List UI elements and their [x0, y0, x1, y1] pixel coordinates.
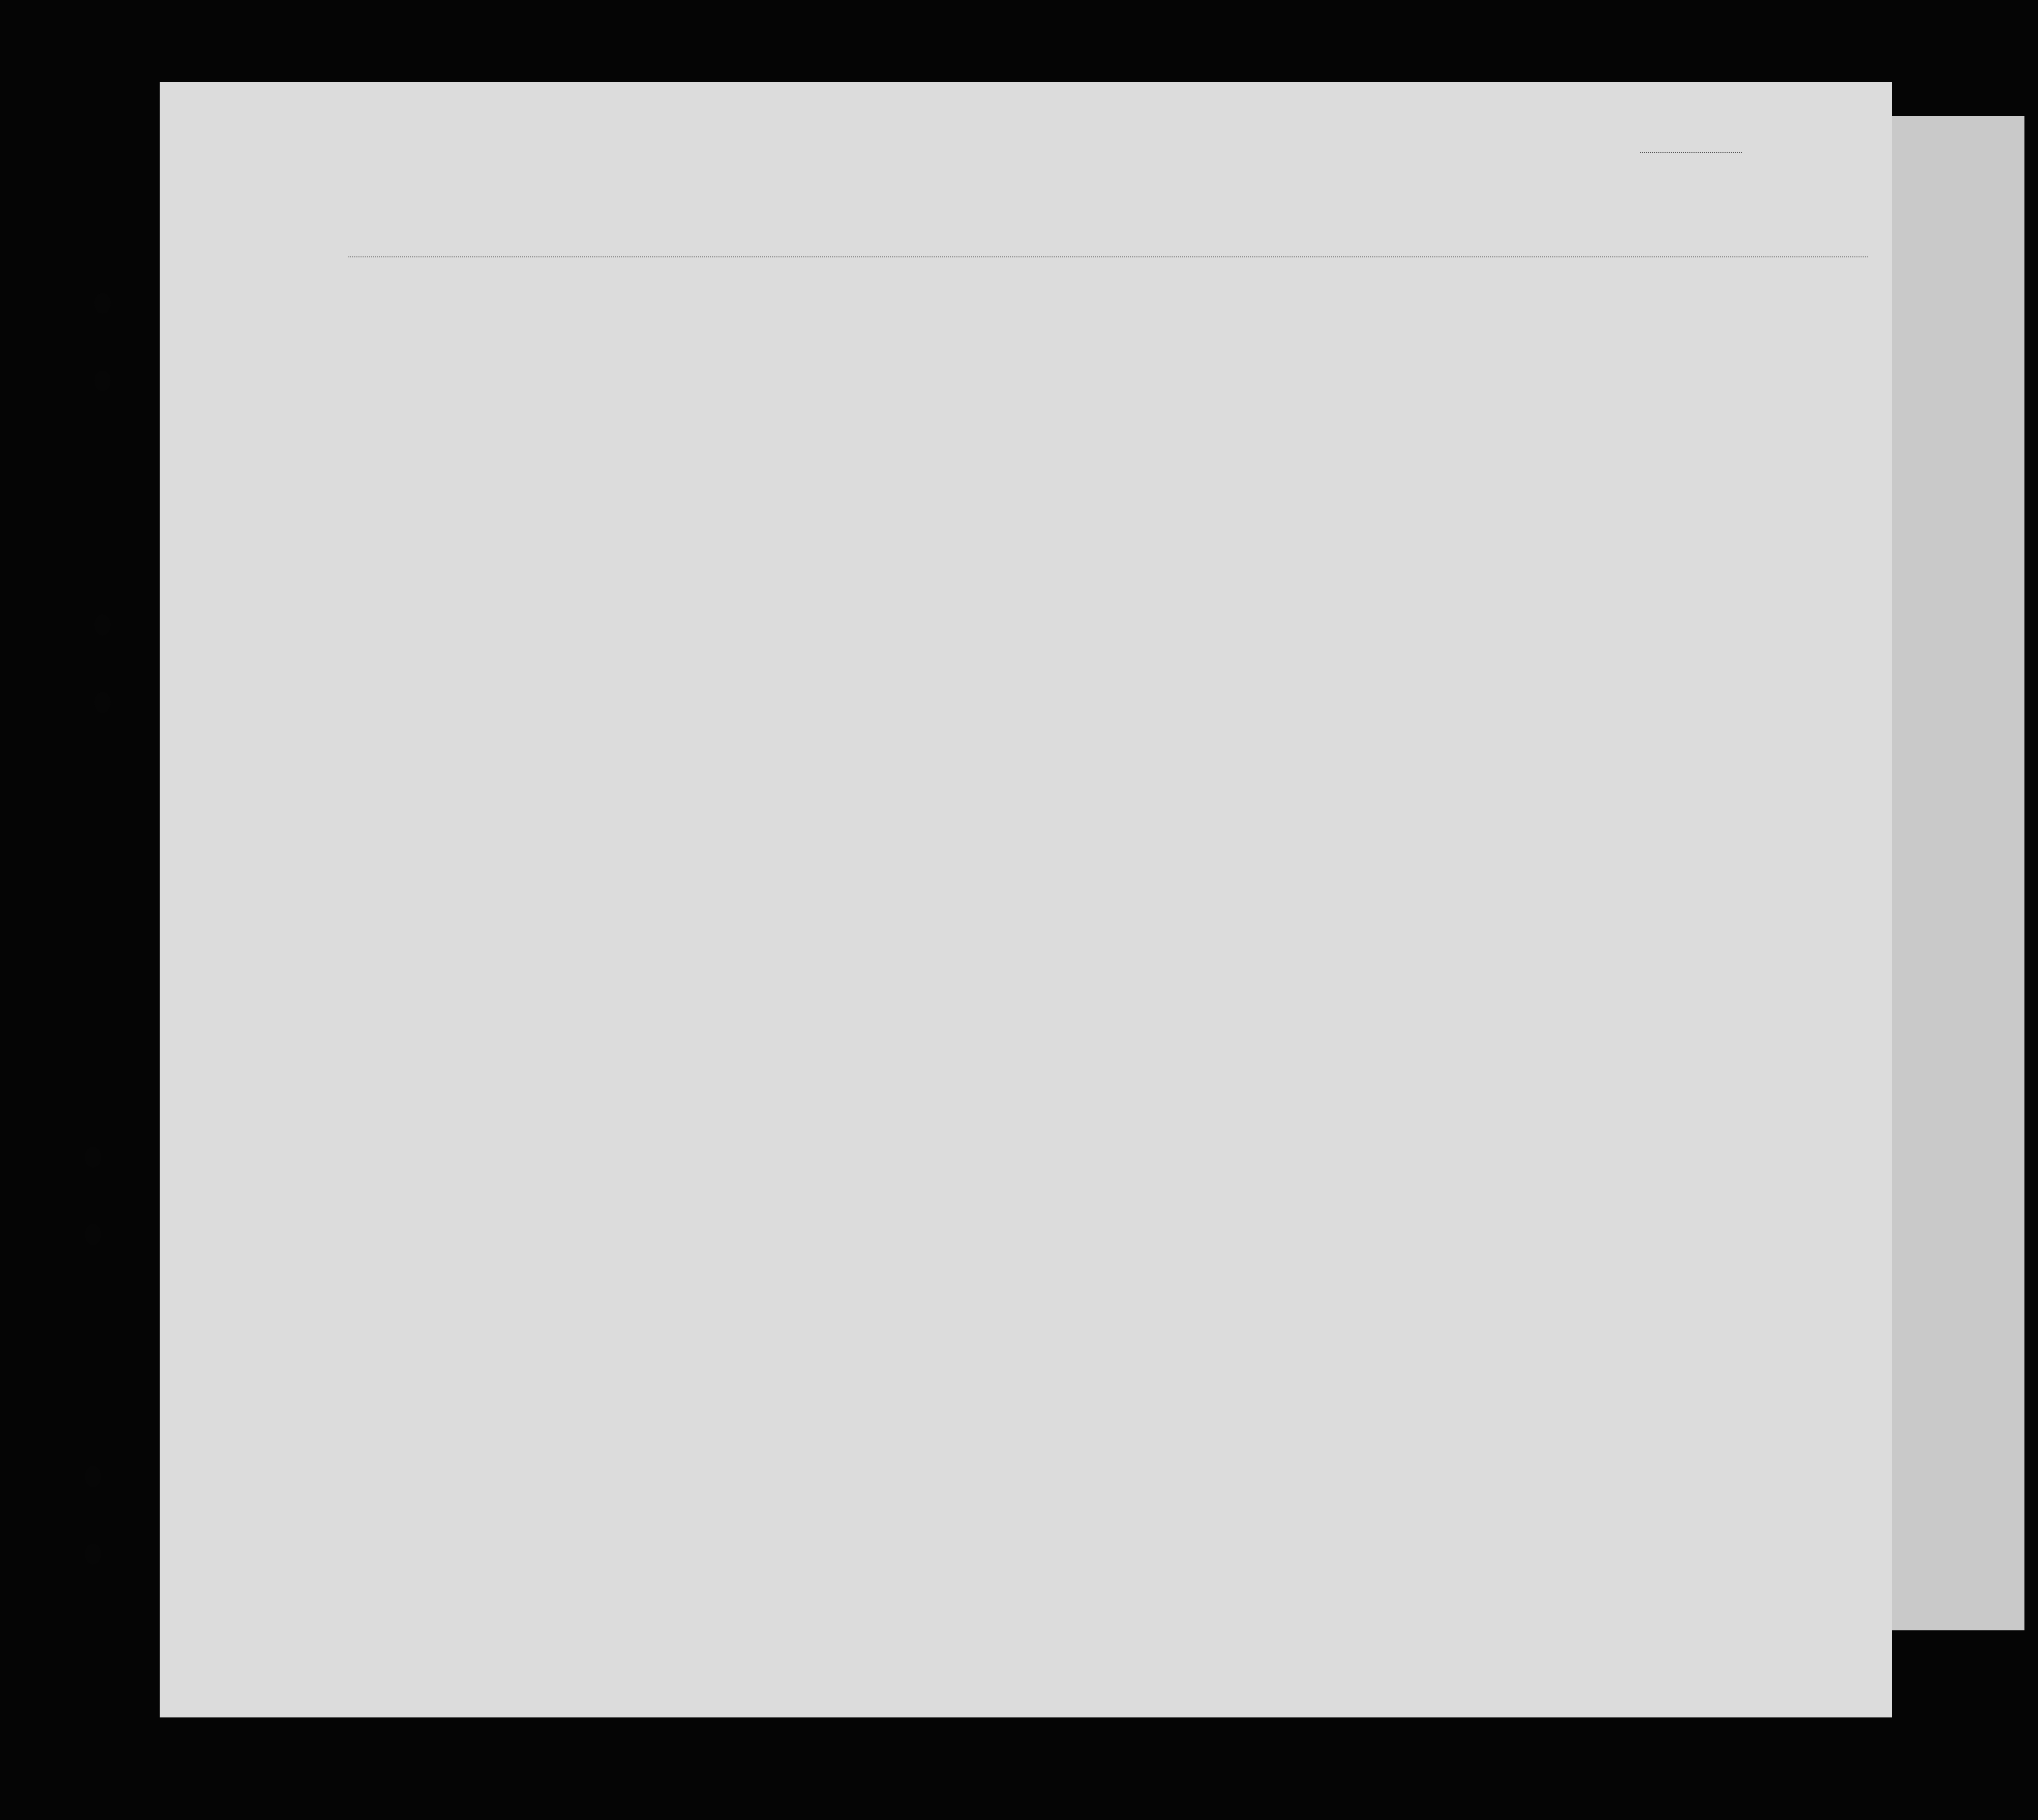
- binder-hole: [94, 370, 111, 391]
- voyage-rule: [348, 256, 1868, 257]
- number-value: [1640, 152, 1742, 153]
- binder-hole: [85, 1543, 101, 1565]
- binder-hole: [94, 614, 111, 636]
- binder-hole: [85, 1224, 101, 1245]
- manifest-page: [160, 82, 1892, 1717]
- binder-hole: [94, 293, 111, 314]
- list-number: [1640, 141, 1742, 157]
- binder-hole: [85, 1147, 101, 1168]
- binder-hole: [94, 692, 111, 713]
- underlying-page: [1877, 116, 2024, 1630]
- manifest-table: [160, 273, 1892, 1609]
- binder-hole: [85, 1466, 101, 1487]
- voyage-line: [232, 230, 1892, 259]
